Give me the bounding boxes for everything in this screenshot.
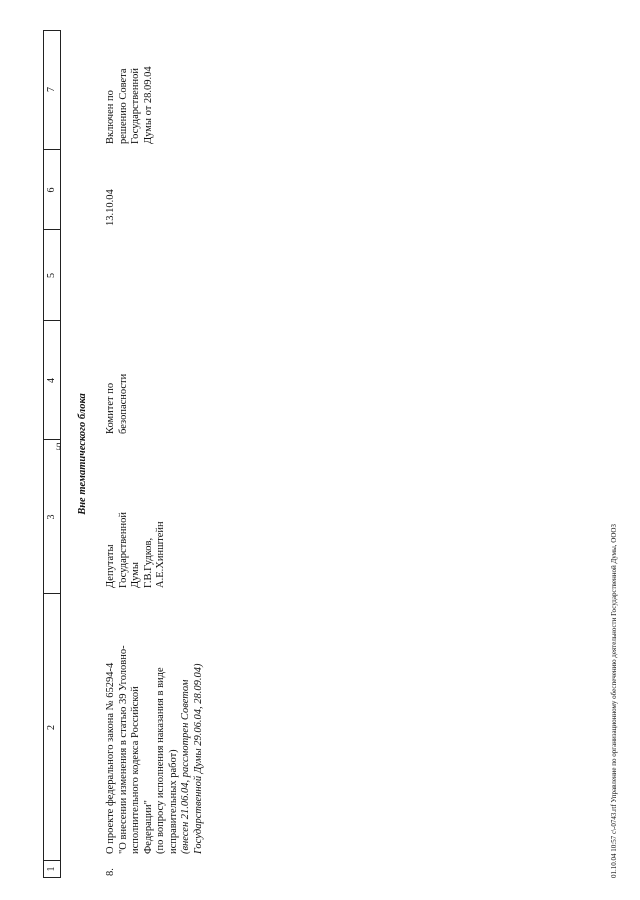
remark-line: Включен по — [105, 90, 116, 144]
agenda-table — [43, 30, 563, 878]
author-line: Думы — [130, 562, 141, 588]
remark-line: решению Совета — [117, 68, 129, 144]
description-line: исполнительного кодекса Российской — [130, 686, 141, 854]
remark-line: Государственной — [130, 68, 141, 144]
author-line: А.Е.Хинштейн — [155, 521, 166, 588]
bill-note-line: Государственной Думы 29.06.04, 28.09.04) — [192, 663, 204, 854]
section-title: Вне тематического блока — [77, 393, 88, 515]
column-header-6: 6 — [46, 187, 57, 193]
column-header-2: 2 — [46, 725, 57, 730]
column-header-4: 4 — [46, 378, 57, 383]
committee-line: Комитет по — [105, 382, 116, 434]
author-line: Г.В.Гудков, — [142, 537, 154, 588]
responsible-committee — [105, 374, 130, 434]
remark-line: Думы от 28.09.04 — [142, 66, 154, 144]
footer-note: 01.10.04 10:57 с\-0743.rtf Управление по организационному обеспечению деятельности Государственной Думы, ОООЗ — [610, 524, 618, 878]
page-number: 5 — [56, 442, 61, 453]
column-header-5: 5 — [46, 273, 57, 278]
bill-note-line: (внесен 21.06.04, рассмотрен Советом — [180, 679, 191, 854]
description-line: (по вопросу исполнения наказания в виде — [155, 667, 166, 854]
column-header-3: 3 — [46, 514, 57, 520]
description-line: "О внесении изменения в статью 39 Уголовно- — [117, 645, 129, 854]
review-date: 13.10.04 — [105, 189, 116, 226]
description-line: Федерации" — [142, 800, 154, 854]
bill-description — [105, 645, 205, 854]
column-header-1: 1 — [46, 866, 57, 872]
author-line: Депутаты — [105, 544, 116, 588]
row-number: 8. — [105, 868, 116, 876]
column-header-7: 7 — [46, 87, 57, 92]
committee-line: безопасности — [117, 373, 129, 434]
description-line: исправительных работ) — [167, 749, 179, 854]
author-line: Государственной — [117, 512, 129, 588]
column-header-row — [43, 30, 61, 878]
description-line: О проекте федерального закона № 65294-4 — [105, 662, 116, 854]
bill-authors — [105, 512, 168, 588]
remark — [105, 66, 155, 144]
